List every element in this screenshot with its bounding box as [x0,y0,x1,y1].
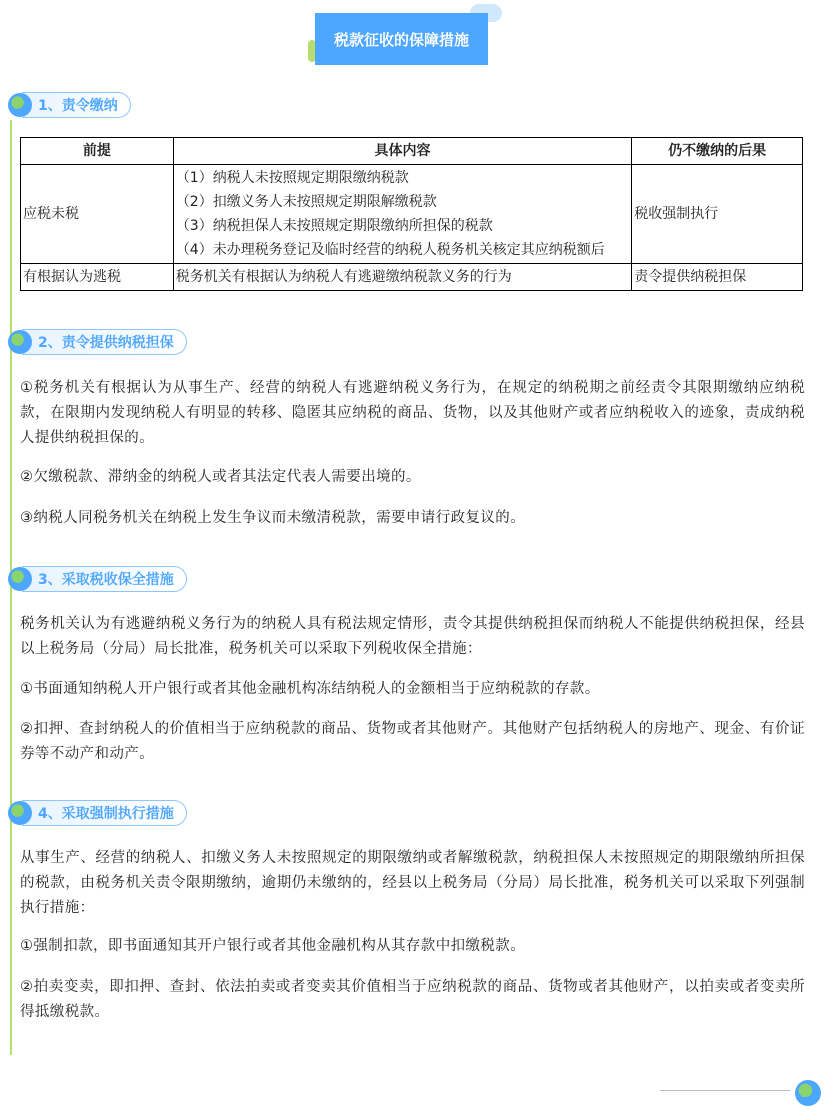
paragraph: ②扣押、查封纳税人的价值相当于应纳税款的商品、货物或者其他财产。其他财产包括纳税人的房地产、现金、有价证券等不动产和动产。 [20,721,805,762]
content-line: （2）扣缴义务人未按照规定期限解缴税款 [175,194,437,210]
section-heading-label: 3、采取税收保全措施 [22,566,187,592]
table-cell-consequence: 责令提供纳税担保 [632,264,803,291]
section-heading-label: 2、责令提供纳税担保 [22,329,187,355]
globe-icon [8,567,32,591]
section-heading-1 [8,92,131,118]
paragraph: ①税务机关有根据认为从事生产、经营的纳税人有逃避纳税义务行为，在规定的纳税期之前经责令其限期缴纳应纳税款，在限期内发现纳税人有明显的转移、隐匿其应纳税的商品、货物，以及其他财产或者应纳税收入的迹象，责成纳税人提供纳税担保的。 [20,380,805,446]
table-cell-content: 税务机关有根据认为纳税人有逃避缴纳税款义务的行为 [173,264,631,291]
footer-divider [660,1090,790,1091]
paragraph: 税务机关认为有逃避纳税义务行为的纳税人具有税法规定情形，责令其提供纳税担保而纳税人不能提供纳税担保，经县以上税务局（分局）局长批准，税务机关可以采取下列税收保全措施： [20,616,805,657]
measures-table [20,137,803,291]
section-heading-label: 1、责令缴纳 [22,92,131,118]
table-cell-premise: 应税未税 [21,165,174,264]
content-line: （1）纳税人未按照规定期限缴纳税款 [175,170,409,186]
table-header: 仍不缴纳的后果 [632,138,803,165]
section-heading-4 [8,800,187,826]
globe-icon [8,801,32,825]
table-cell-consequence: 税收强制执行 [632,165,803,264]
table-cell-content [173,165,631,264]
paragraph: ②欠缴税款、滞纳金的纳税人或者其法定代表人需要出境的。 [20,469,421,485]
paragraph: ①强制扣款，即书面通知其开户银行或者其他金融机构从其存款中扣缴税款。 [20,938,526,954]
table-row [21,264,803,291]
content-line: （4）未办理税务登记及临时经营的纳税人税务机关核定其应纳税额后 [175,242,605,258]
paragraph: ②拍卖变卖，即扣押、查封、依法拍卖或者变卖其价值相当于应纳税款的商品、货物或者其他财产，以拍卖或者变卖所得抵缴税款。 [20,979,805,1020]
section-heading-3 [8,566,187,592]
globe-icon [8,330,32,354]
table-header: 具体内容 [173,138,631,165]
content-line: （3）纳税担保人未按照规定期限缴纳所担保的税款 [175,218,493,234]
table-cell-premise: 有根据认为逃税 [21,264,174,291]
table-header: 前提 [21,138,174,165]
table-header-row [21,138,803,165]
paragraph: 从事生产、经营的纳税人、扣缴义务人未按照规定的期限缴纳或者解缴税款，纳税担保人未按照规定的期限缴纳所担保的税款，由税务机关责令限期缴纳，逾期仍未缴纳的，经县以上税务局（分局）局长批准，税务机关可以采取下列强制执行措施： [20,850,805,916]
globe-icon [795,1080,821,1106]
page-title: 税款征收的保障措施 [315,13,488,65]
section-heading-label: 4、采取强制执行措施 [22,800,187,826]
section-heading-2 [8,329,187,355]
paragraph: ③纳税人同税务机关在纳税上发生争议而未缴清税款，需要申请行政复议的。 [20,510,526,526]
globe-icon [8,93,32,117]
paragraph: ①书面通知纳税人开户银行或者其他金融机构冻结纳税人的金额相当于应纳税款的存款。 [20,681,600,697]
table-row [21,165,803,264]
